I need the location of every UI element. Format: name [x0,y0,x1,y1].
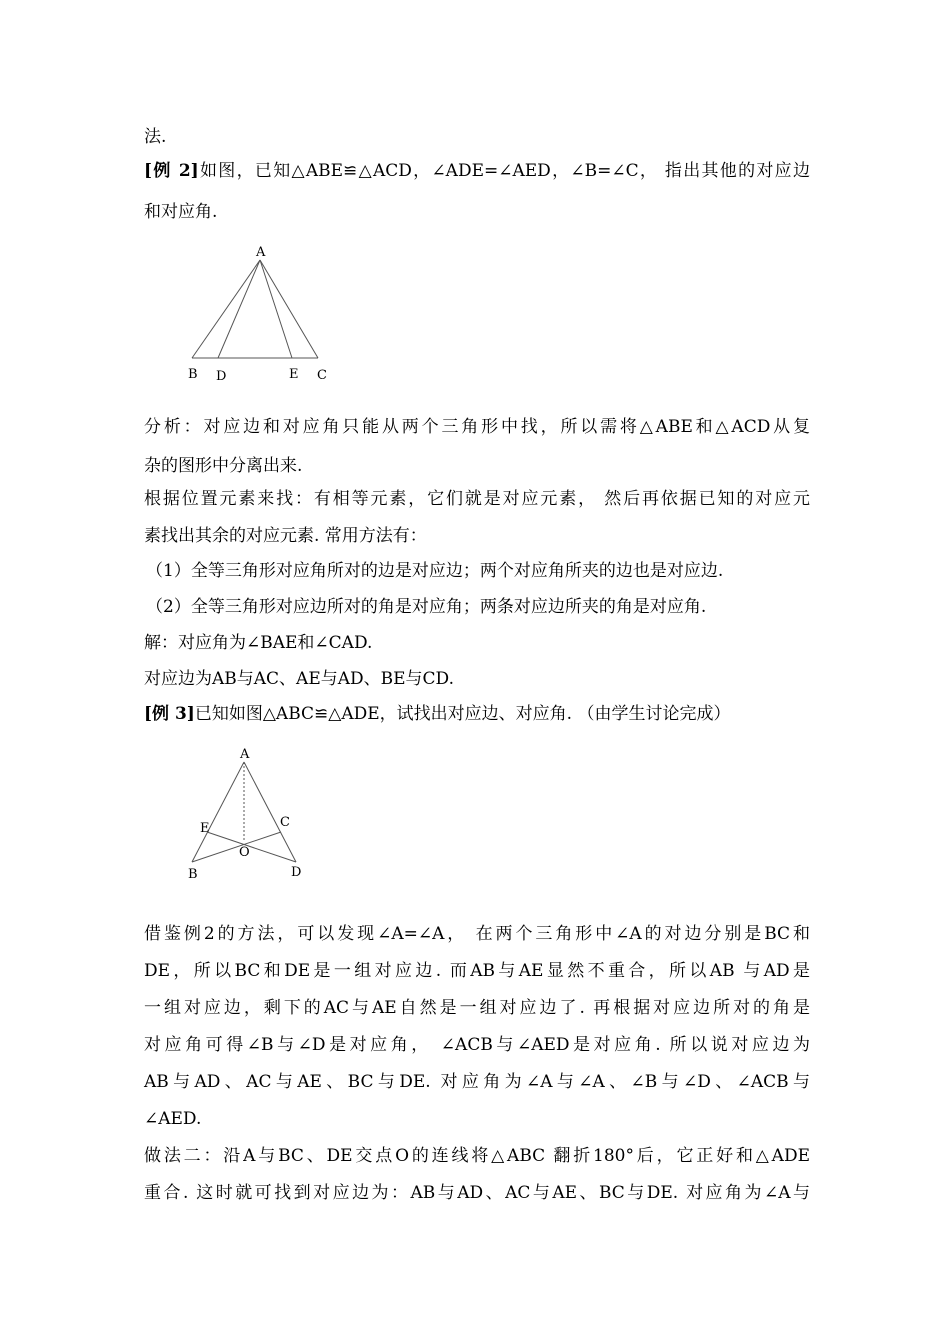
example-3-heading [144,703,810,725]
line-8: （2）全等三角形对应边所对的角是对应角；两条对应边所夹的角是对应角. [146,597,707,617]
point-label-c: C [280,815,290,830]
point-label-a: A [256,245,266,260]
point-label-o: O [239,845,250,860]
example-3-label: [例 3] [144,704,195,724]
example-2-text: 如图，已知△ABE≌△ACD，∠ADE=∠AED，∠B=∠C， 指出其他的对应边 [198,161,810,181]
line-16: AB与AD、AC与AE、BC与DE. 对应角为∠A与∠A、∠B与∠D、∠ACB与 [144,1072,810,1092]
point-label-c: C [317,368,327,383]
point-label-b: B [188,367,198,382]
line-4: 杂的图形中分离出来. [144,456,303,476]
line-14: 一组对应边，剩下的AC与AE自然是一组对应边了. 再根据对应边所对的角是 [144,998,810,1018]
point-label-e: E [200,821,210,836]
line-0: 法. [144,127,167,147]
figure-triangle-abc-ade [180,740,320,890]
line-13: DE，所以BC和DE是一组对应边. 而AB与AE显然不重合，所以AB 与AD是 [144,961,810,981]
segment-ac [260,260,318,358]
point-label-a: A [240,747,250,762]
segment-ab [192,260,260,358]
line-18: 做法二：沿A与BC、DE交点O的连线将△ABC 翻折180°后，它正好和△ADE [144,1146,810,1166]
example-2-label: [例 2] [144,161,199,181]
line-6: 素找出其余的对应元素. 常用方法有： [144,526,427,546]
line-5: 根据位置元素来找：有相等元素，它们就是对应元素， 然后再依据已知的对应元 [144,489,810,509]
line-7: （1）全等三角形对应角所对的边是对应边；两个对应角所夹的边也是对应边. [146,561,724,581]
segment-ae [260,260,292,358]
point-label-b: B [188,867,198,882]
line-15: 对应角可得∠B与∠D是对应角， ∠ACB与∠AED是对应角. 所以说对应边为 [144,1035,810,1055]
line-2: 和对应角. [144,202,218,222]
example-3-text: 已知如图△ABC≌△ADE，试找出对应边、对应角. （由学生讨论完成） [194,704,731,724]
line-3: 分析：对应边和对应角只能从两个三角形中找，所以需将△ABE和△ACD从复 [144,417,810,437]
figure-triangle-abe-acd [180,240,340,385]
point-label-d: D [216,369,227,384]
line-10: 对应边为AB与AC、AE与AD、BE与CD. [144,669,454,689]
line-17: ∠AED. [144,1109,202,1129]
point-label-d: D [291,865,302,880]
segment-ad [218,260,260,358]
example-2-heading [144,160,810,182]
point-label-e: E [289,367,299,382]
line-19: 重合. 这时就可找到对应边为：AB与AD、AC与AE、BC与DE. 对应角为∠A与 [144,1183,810,1203]
line-12: 借鉴例2的方法，可以发现∠A=∠A， 在两个三角形中∠A的对边分别是BC和 [144,924,810,944]
line-9: 解：对应角为∠BAE和∠CAD. [144,633,373,653]
